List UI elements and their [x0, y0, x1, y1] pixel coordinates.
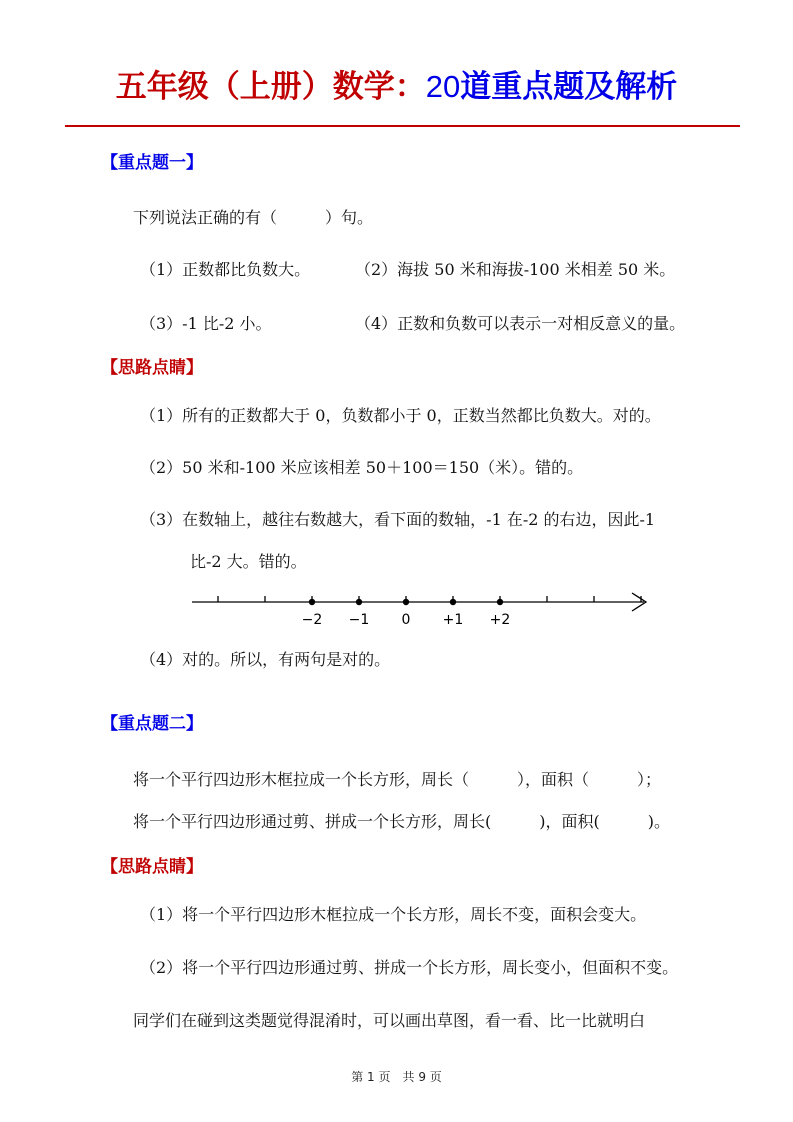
title-subject: 道重点题及解析 — [460, 69, 678, 105]
number-line-label: 0 — [401, 612, 411, 628]
q1-analysis-1: （1）所有的正数都大于 0，负数都小于 0，正数当然都比负数大。对的。 — [140, 406, 661, 425]
q1-analysis-2: （2）50 米和-100 米应该相差 50＋100＝150（米）。错的。 — [140, 458, 584, 477]
q1-analysis-heading: 【思路点睛】 — [101, 358, 203, 378]
q2-heading: 【重点题二】 — [101, 714, 203, 734]
number-line-label: −2 — [301, 612, 323, 628]
q1-analysis-4: （4）对的。所以，有两句是对的。 — [140, 650, 391, 669]
q2-stem-2: 将一个平行四边形通过剪、拼成一个长方形，周长( )，面积( )。 — [133, 812, 670, 831]
number-line-point — [450, 599, 456, 605]
number-line-label: +2 — [489, 612, 511, 628]
number-line — [190, 588, 660, 632]
q2-analysis-2: （2）将一个平行四边形通过剪、拼成一个长方形，周长变小，但面积不变。 — [140, 958, 679, 977]
q1-option-1: （1）正数都比负数大。 — [140, 260, 311, 279]
q1-stem: 下列说法正确的有（ ）句。 — [133, 208, 374, 227]
number-line-point — [356, 599, 362, 605]
title-grade: 五年级（上册）数学： — [115, 69, 426, 105]
number-line-point — [403, 599, 409, 605]
title-number: 20 — [425, 69, 461, 104]
number-line-point — [309, 599, 315, 605]
q1-heading: 【重点题一】 — [101, 153, 203, 173]
q2-stem-1: 将一个平行四边形木框拉成一个长方形，周长（ ），面积（ ）； — [133, 770, 662, 789]
number-line-label: +1 — [442, 612, 464, 628]
q2-analysis-1: （1）将一个平行四边形木框拉成一个长方形，周长不变，面积会变大。 — [140, 905, 647, 924]
q1-analysis-3-line1: （3）在数轴上，越往右数越大，看下面的数轴，-1 在-2 的右边，因此-1 — [140, 510, 656, 529]
number-line-label: −1 — [348, 612, 370, 628]
number-line-point — [497, 599, 503, 605]
q1-option-3: （3）-1 比-2 小。 — [140, 314, 272, 333]
title-divider — [65, 125, 740, 127]
q2-analysis-3: 同学们在碰到这类题觉得混淆时，可以画出草图，看一看、比一比就明白 — [133, 1011, 646, 1030]
page-footer: 第 1 页 共 9 页 — [351, 1070, 442, 1084]
q1-option-4: （4）正数和负数可以表示一对相反意义的量。 — [355, 314, 686, 333]
page-title — [0, 62, 793, 112]
q1-option-2: （2）海拔 50 米和海拔-100 米相差 50 米。 — [355, 260, 676, 279]
q2-analysis-heading: 【思路点睛】 — [101, 857, 203, 877]
q1-analysis-3-line2: 比-2 大。错的。 — [190, 552, 307, 571]
